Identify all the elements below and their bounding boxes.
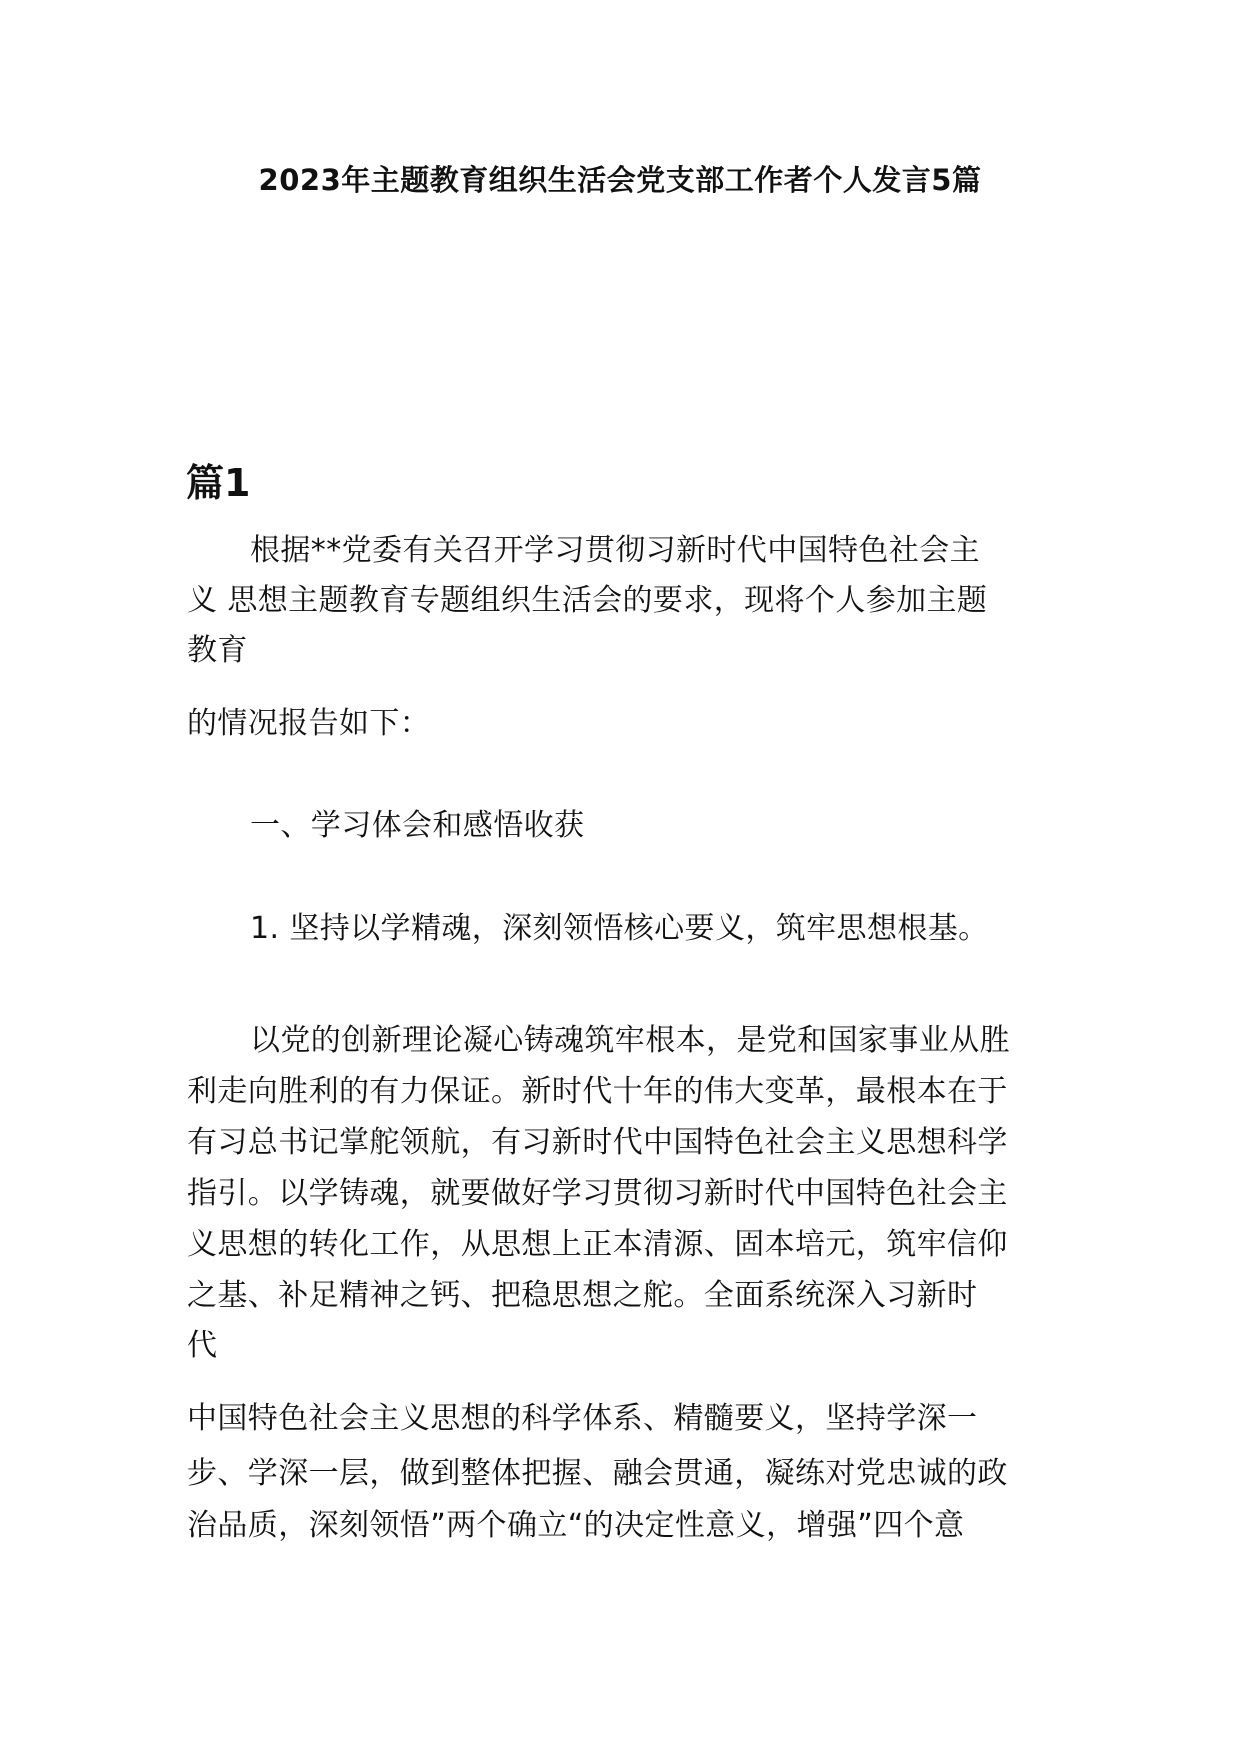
paragraph-line: 中国特色社会主义思想的科学体系、精髓要义，坚持学深一 (187, 1401, 978, 1436)
paragraph-line: 义 思想主题教育专题组织生活会的要求，现将个人参加主题 (187, 583, 988, 618)
paragraph-line: 教育 (187, 633, 248, 668)
paragraph-line: 步、学深一层，做到整体把握、融会贯通，凝练对党忠诚的政 (187, 1456, 1008, 1491)
paragraph-line: 利走向胜利的有力保证。新时代十年的伟大变革，最根本在于 (187, 1074, 1008, 1109)
chapter-heading: 篇1 (186, 461, 251, 505)
document-title: 2023年主题教育组织生活会党支部工作者个人发言5篇 (258, 163, 982, 197)
paragraph-line: 以党的创新理论凝心铸魂筑牢根本，是党和国家事业从胜 (250, 1023, 1010, 1058)
paragraph-line: 有习总书记掌舵领航，有习新时代中国特色社会主义思想科学 (187, 1125, 1008, 1160)
section-heading: 一、学习体会和感悟收获 (250, 808, 585, 843)
paragraph-line: 义思想的转化工作，从思想上正本清源、固本培元，筑牢信仰 (187, 1227, 1008, 1262)
paragraph-line: 根据**党委有关召开学习贯彻习新时代中国特色社会主 (250, 533, 980, 568)
paragraph-line: 治品质，深刻领悟”两个确立“的决定性意义，增强”四个意 (187, 1508, 965, 1543)
paragraph-line: 代 (187, 1328, 218, 1363)
paragraph-line: 指引。以学铸魂，就要做好学习贯彻习新时代中国特色社会主 (187, 1176, 1008, 1211)
paragraph-line: 的情况报告如下： (187, 706, 431, 741)
paragraph-line: 之基、补足精神之钙、把稳思想之舵。全面系统深入习新时 (187, 1278, 978, 1313)
subsection-heading: 1. 坚持以学精魂，深刻领悟核心要义，筑牢思想根基。 (250, 911, 989, 946)
